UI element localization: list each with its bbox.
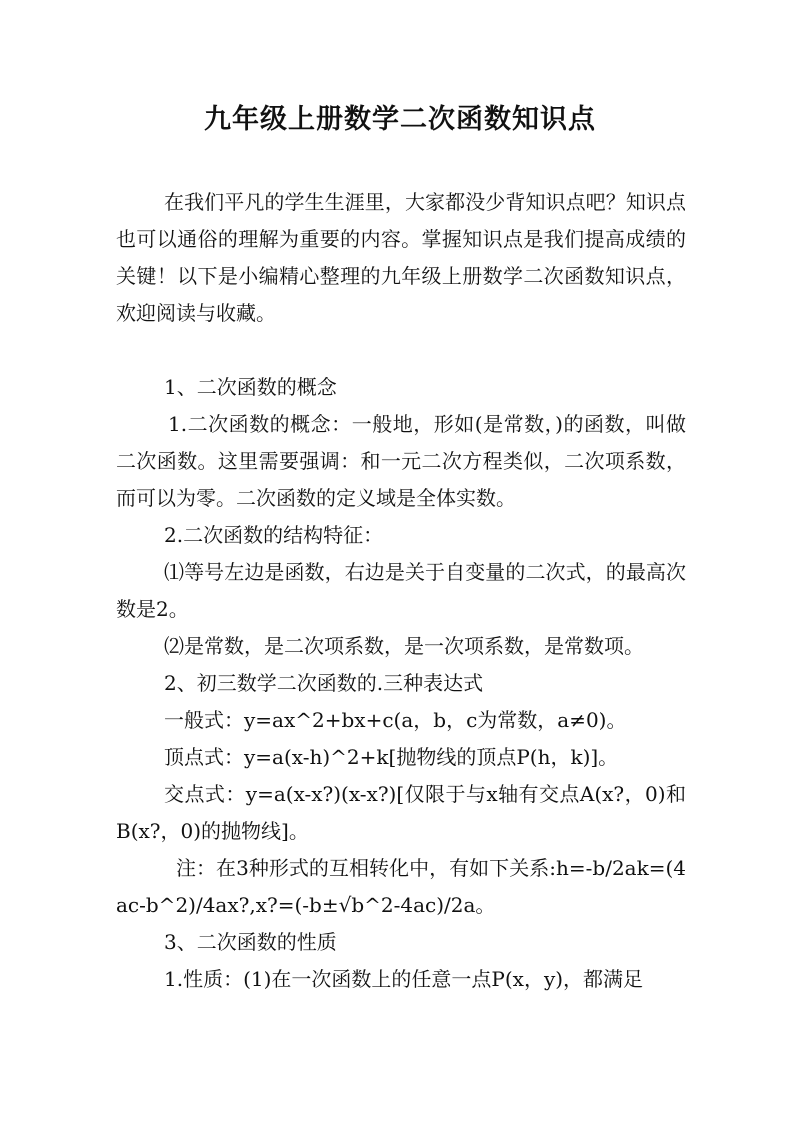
- general-form: 一般式：y=ax^2+bx+c(a，b，c为常数，a≠0)。: [164, 708, 627, 732]
- section-1-paragraph-4: ⑵是常数，是二次项系数，是一次项系数，是常数项。: [164, 634, 644, 658]
- document-title: 九年级上册数学二次函数知识点: [204, 104, 596, 135]
- conversion-note: 注：在3种形式的互相转化中，有如下关系:h=-b/2ak=(4ac-b^2)/4ax?,x?=(-b±√b^2-4ac)/2a。: [116, 856, 686, 917]
- section-1-heading: 1、二次函数的概念: [164, 375, 337, 399]
- vertex-form: 顶点式：y=a(x-h)^2+k[抛物线的顶点P(h，k)]。: [164, 745, 619, 769]
- section-3-paragraph-1: 1.性质：(1)在一次函数上的任意一点P(x，y)，都满足: [164, 967, 644, 991]
- section-1-paragraph-3: ⑴等号左边是函数，右边是关于自变量的二次式，的最高次数是2。: [116, 560, 686, 621]
- section-2-heading: 2、初三数学二次函数的.三种表达式: [164, 671, 484, 695]
- section-3-heading: 3、二次函数的性质: [164, 930, 337, 954]
- intro-paragraph: 在我们平凡的学生生涯里，大家都没少背知识点吧？知识点也可以通俗的理解为重要的内容。掌握知识点是我们提高成绩的关键！以下是小编精心整理的九年级上册数学二次函数知识点，欢迎阅读与收藏。: [116, 190, 686, 325]
- intercept-form: 交点式：y=a(x-x?)(x-x?)[仅限于与x轴有交点A(x?，0)和B(x?，0)的抛物线]。: [116, 782, 686, 843]
- section-1-paragraph-1: 1.二次函数的概念：一般地，形如(是常数，)的函数，叫做二次函数。这里需要强调：和一元二次方程类似，二次项系数，而可以为零。二次函数的定义域是全体实数。: [116, 412, 686, 510]
- section-1-paragraph-2: 2.二次函数的结构特征：: [164, 523, 384, 547]
